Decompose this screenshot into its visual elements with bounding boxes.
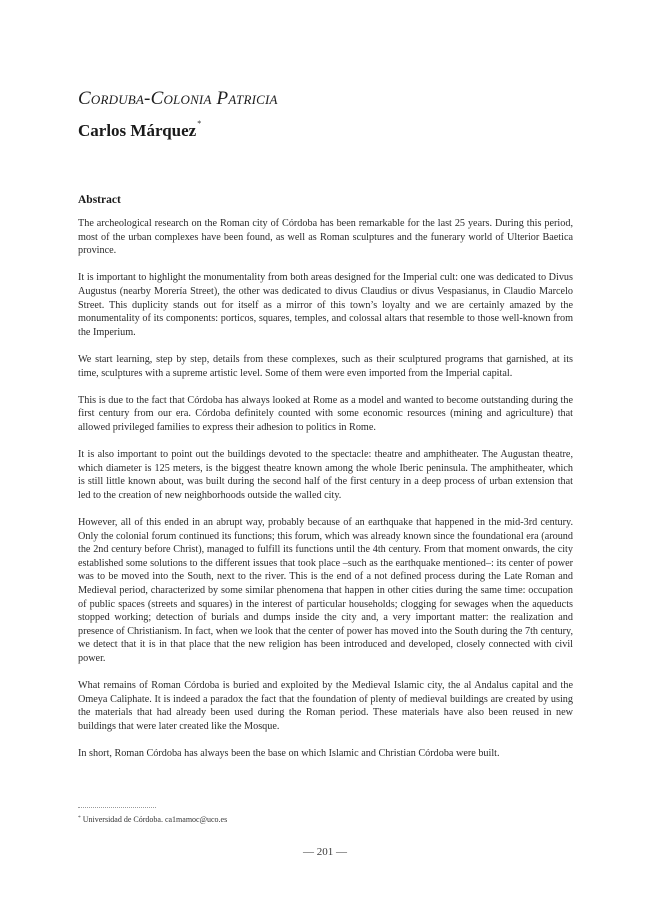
- footnote-separator: [78, 807, 156, 808]
- abstract-paragraph-2: It is important to highlight the monumentality from both areas designed for the Imperial cult: one was dedicated to Divus Augustus (nearby Morería Street), the other was dedicated to divus Claudius or divus Vespasianus, in Claudio Marcelo Street. This duplicity stands out for itself as a mirror of this town’s loyalty and we are certainly amazed by the monumentality of its components: porticos, squares, temples, and colossal altars that resemble to those well-known from the Imperium.: [78, 272, 573, 338]
- abstract-paragraph-6: However, all of this ended in an abrupt way, probably because of an earthquake that happened in the mid-3rd century. Only the colonial forum continued its functions; this forum, which was already known since the foundational era (around the 2nd century before Christ), managed to fulfill its functions until the 4th century. From that moment onwards, the city established some solutions to the different issues that took place –such as the earthquake mentioned–: its center of power was to be moved into the South, next to the river. This is the end of a not defined process during the Late Roman and Medieval period, characterized by some similar phenomena that happen in other cities during the same time: occupation of public spaces (streets and squares) in the interest of particular households; clogging for sewages when the aqueducts stopped working; detection of burials and dumps inside the city and, a very important matter: the realization and presence of Christianism. In fact, when we look that the center of power has moved into the South during the 7th century, we detect that it is in that place that the new religion has been introduced and developed, closely connected with civil power.: [78, 517, 573, 664]
- author-name: Carlos Márquez: [78, 121, 197, 140]
- abstract-heading: Abstract: [78, 194, 121, 206]
- footnote-text: Universidad de Córdoba. ca1mamoc@uco.es: [82, 815, 228, 824]
- abstract-paragraph-3: We start learning, step by step, details from these complexes, such as their sculptured programs that garnished, at its time, sculptures with a supreme artistic level. Some of them were even imported from the Imperial capital.: [78, 353, 573, 379]
- abstract-paragraph-8: In short, Roman Córdoba has always been the base on which Islamic and Christian Córdoba were built.: [78, 748, 500, 760]
- footnote: [78, 815, 227, 824]
- footnote-marker: *: [78, 815, 81, 821]
- article-title: Corduba-Colonia Patricia: [78, 88, 278, 109]
- author-line: [78, 121, 200, 141]
- abstract-paragraph-1: The archeological research on the Roman city of Córdoba has been remarkable for the last 25 years. During this period, most of the urban complexes have been found, as well as Roman sculptures and the funerary world of Ulterior Baetica province.: [78, 218, 573, 257]
- page-number: — 201 —: [303, 846, 347, 858]
- abstract-body: [78, 217, 573, 774]
- author-footnote-marker: *: [197, 119, 202, 128]
- abstract-paragraph-7: What remains of Roman Córdoba is buried and exploited by the Medieval Islamic city, the al Andalus capital and the Omeya Caliphate. It is indeed a paradox the fact that the foundation of plenty of medieval buildings are created by using the materials that had already been used during the Roman period. These materials have also been reused in new buildings that were later created like the Mosque.: [78, 680, 573, 732]
- abstract-paragraph-5: It is also important to point out the buildings devoted to the spectacle: theatre and amphitheater. The Augustan theatre, which diameter is 125 meters, is the biggest theatre known among the whole Iberic peninsula. The amphitheater, which is still little known about, was built during the second half of the first century in a deep process of urban extension that led to the creation of new neighborhoods outside the walled city.: [78, 449, 573, 501]
- abstract-paragraph-4: This is due to the fact that Córdoba has always looked at Rome as a model and wanted to become outstanding during the first century from our era. Córdoba definitely counted with some economic resources (mining and agriculture) that allowed privileged families to express their adhesion to politics in Rome.: [78, 394, 573, 433]
